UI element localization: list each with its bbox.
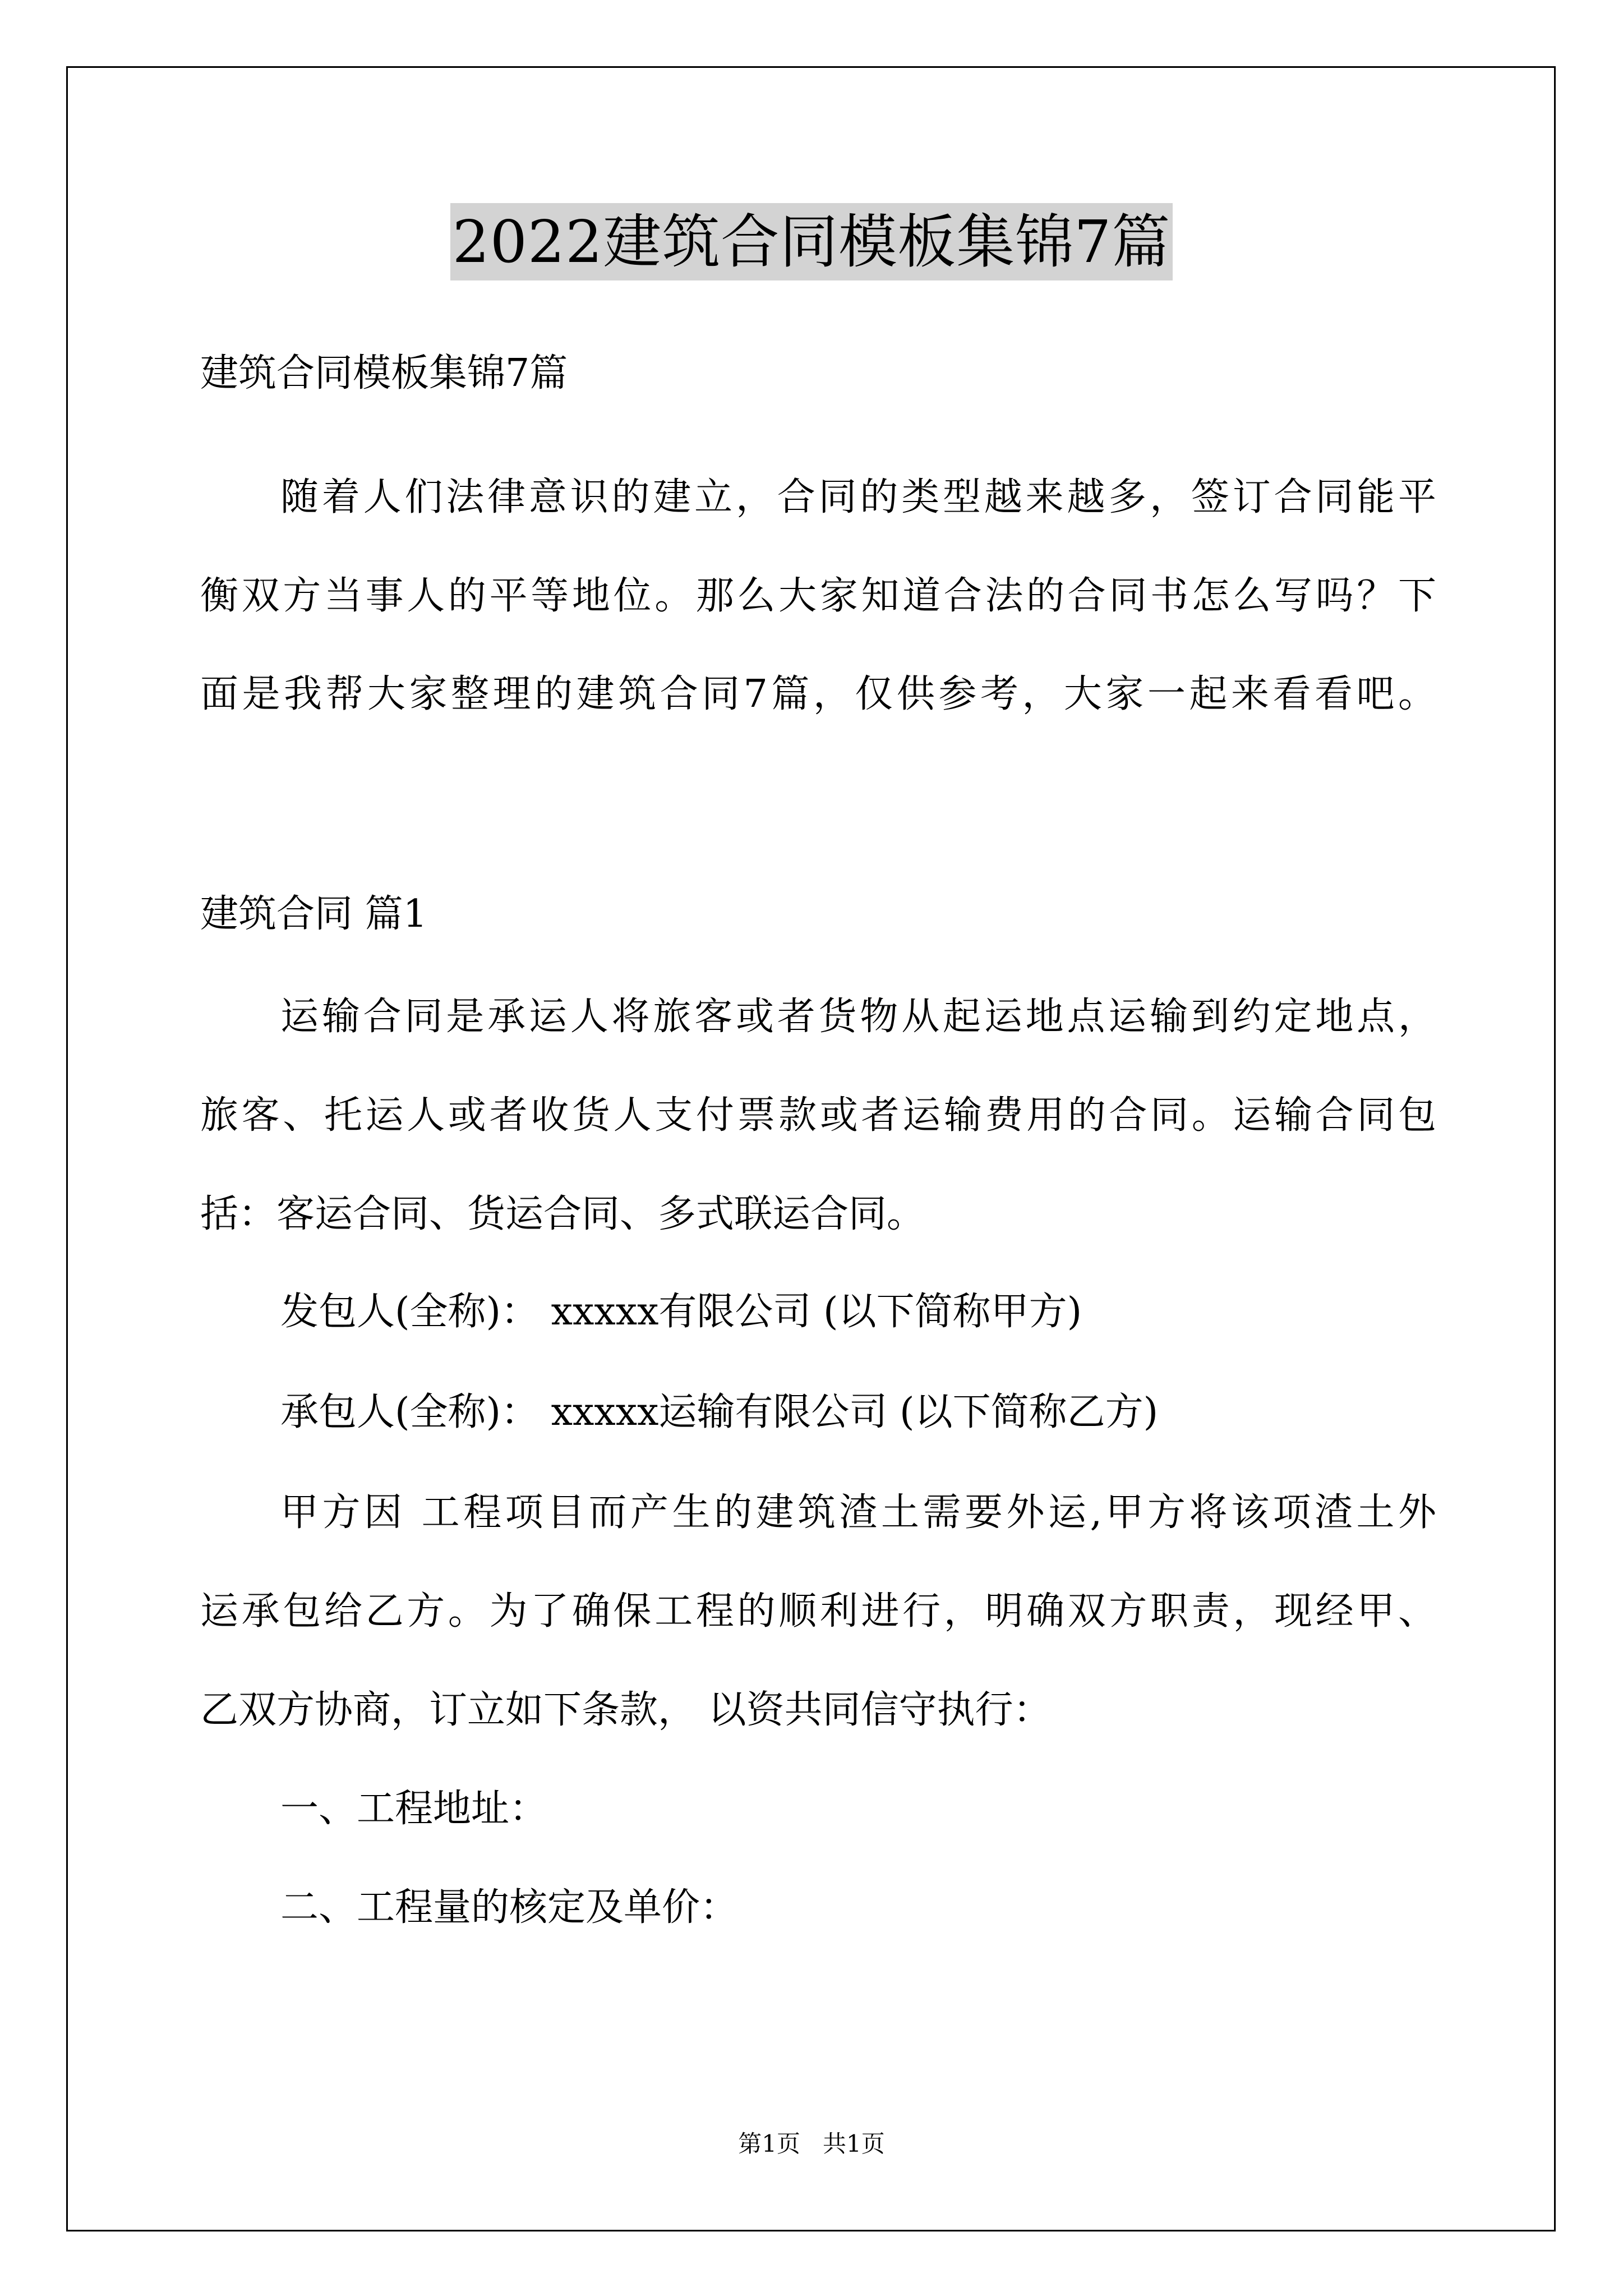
paragraph2-line-3: 乙双方协商，订立如下条款， 以资共同信守执行： — [200, 1688, 1052, 1732]
title-wrap — [0, 203, 1623, 280]
paragraph1-line-3: 括：客运合同、货运合同、多式联运合同。 — [200, 1192, 925, 1236]
paragraph1-line-1: 运输合同是承运人将旅客或者货物从起运地点运输到约定地点， — [280, 995, 1436, 1039]
intro-line-2: 衡双方当事人的平等地位。那么大家知道合法的合同书怎么写吗？下 — [200, 574, 1436, 618]
document-title: 2022建筑合同模板集锦7篇 — [450, 203, 1173, 280]
party-a-line: 发包人(全称)： xxxxx有限公司 (以下简称甲方) — [280, 1290, 1082, 1334]
page-footer: 第1页 共1页 — [738, 2130, 885, 2157]
paragraph1-line-2: 旅客、托运人或者收货人支付票款或者运输费用的合同。运输合同包 — [200, 1093, 1436, 1138]
paragraph2-line-1: 甲方因 工程项目而产生的建筑渣土需要外运,甲方将该项渣土外 — [280, 1490, 1436, 1535]
section-heading: 建筑合同 篇1 — [200, 892, 427, 936]
clause-1: 一、工程地址： — [280, 1787, 548, 1831]
party-b-line: 承包人(全称)： xxxxx运输有限公司 (以下简称乙方) — [280, 1390, 1159, 1434]
paragraph2-line-2: 运承包给乙方。为了确保工程的顺利进行，明确双方职责，现经甲、 — [200, 1589, 1436, 1634]
intro-line-3: 面是我帮大家整理的建筑合同7篇，仅供参考，大家一起来看看吧。 — [200, 672, 1436, 716]
document-subtitle: 建筑合同模板集锦7篇 — [200, 351, 568, 395]
intro-line-1: 随着人们法律意识的建立，合同的类型越来越多，签订合同能平 — [280, 475, 1436, 519]
clause-2: 二、工程量的核定及单价： — [280, 1885, 739, 1930]
